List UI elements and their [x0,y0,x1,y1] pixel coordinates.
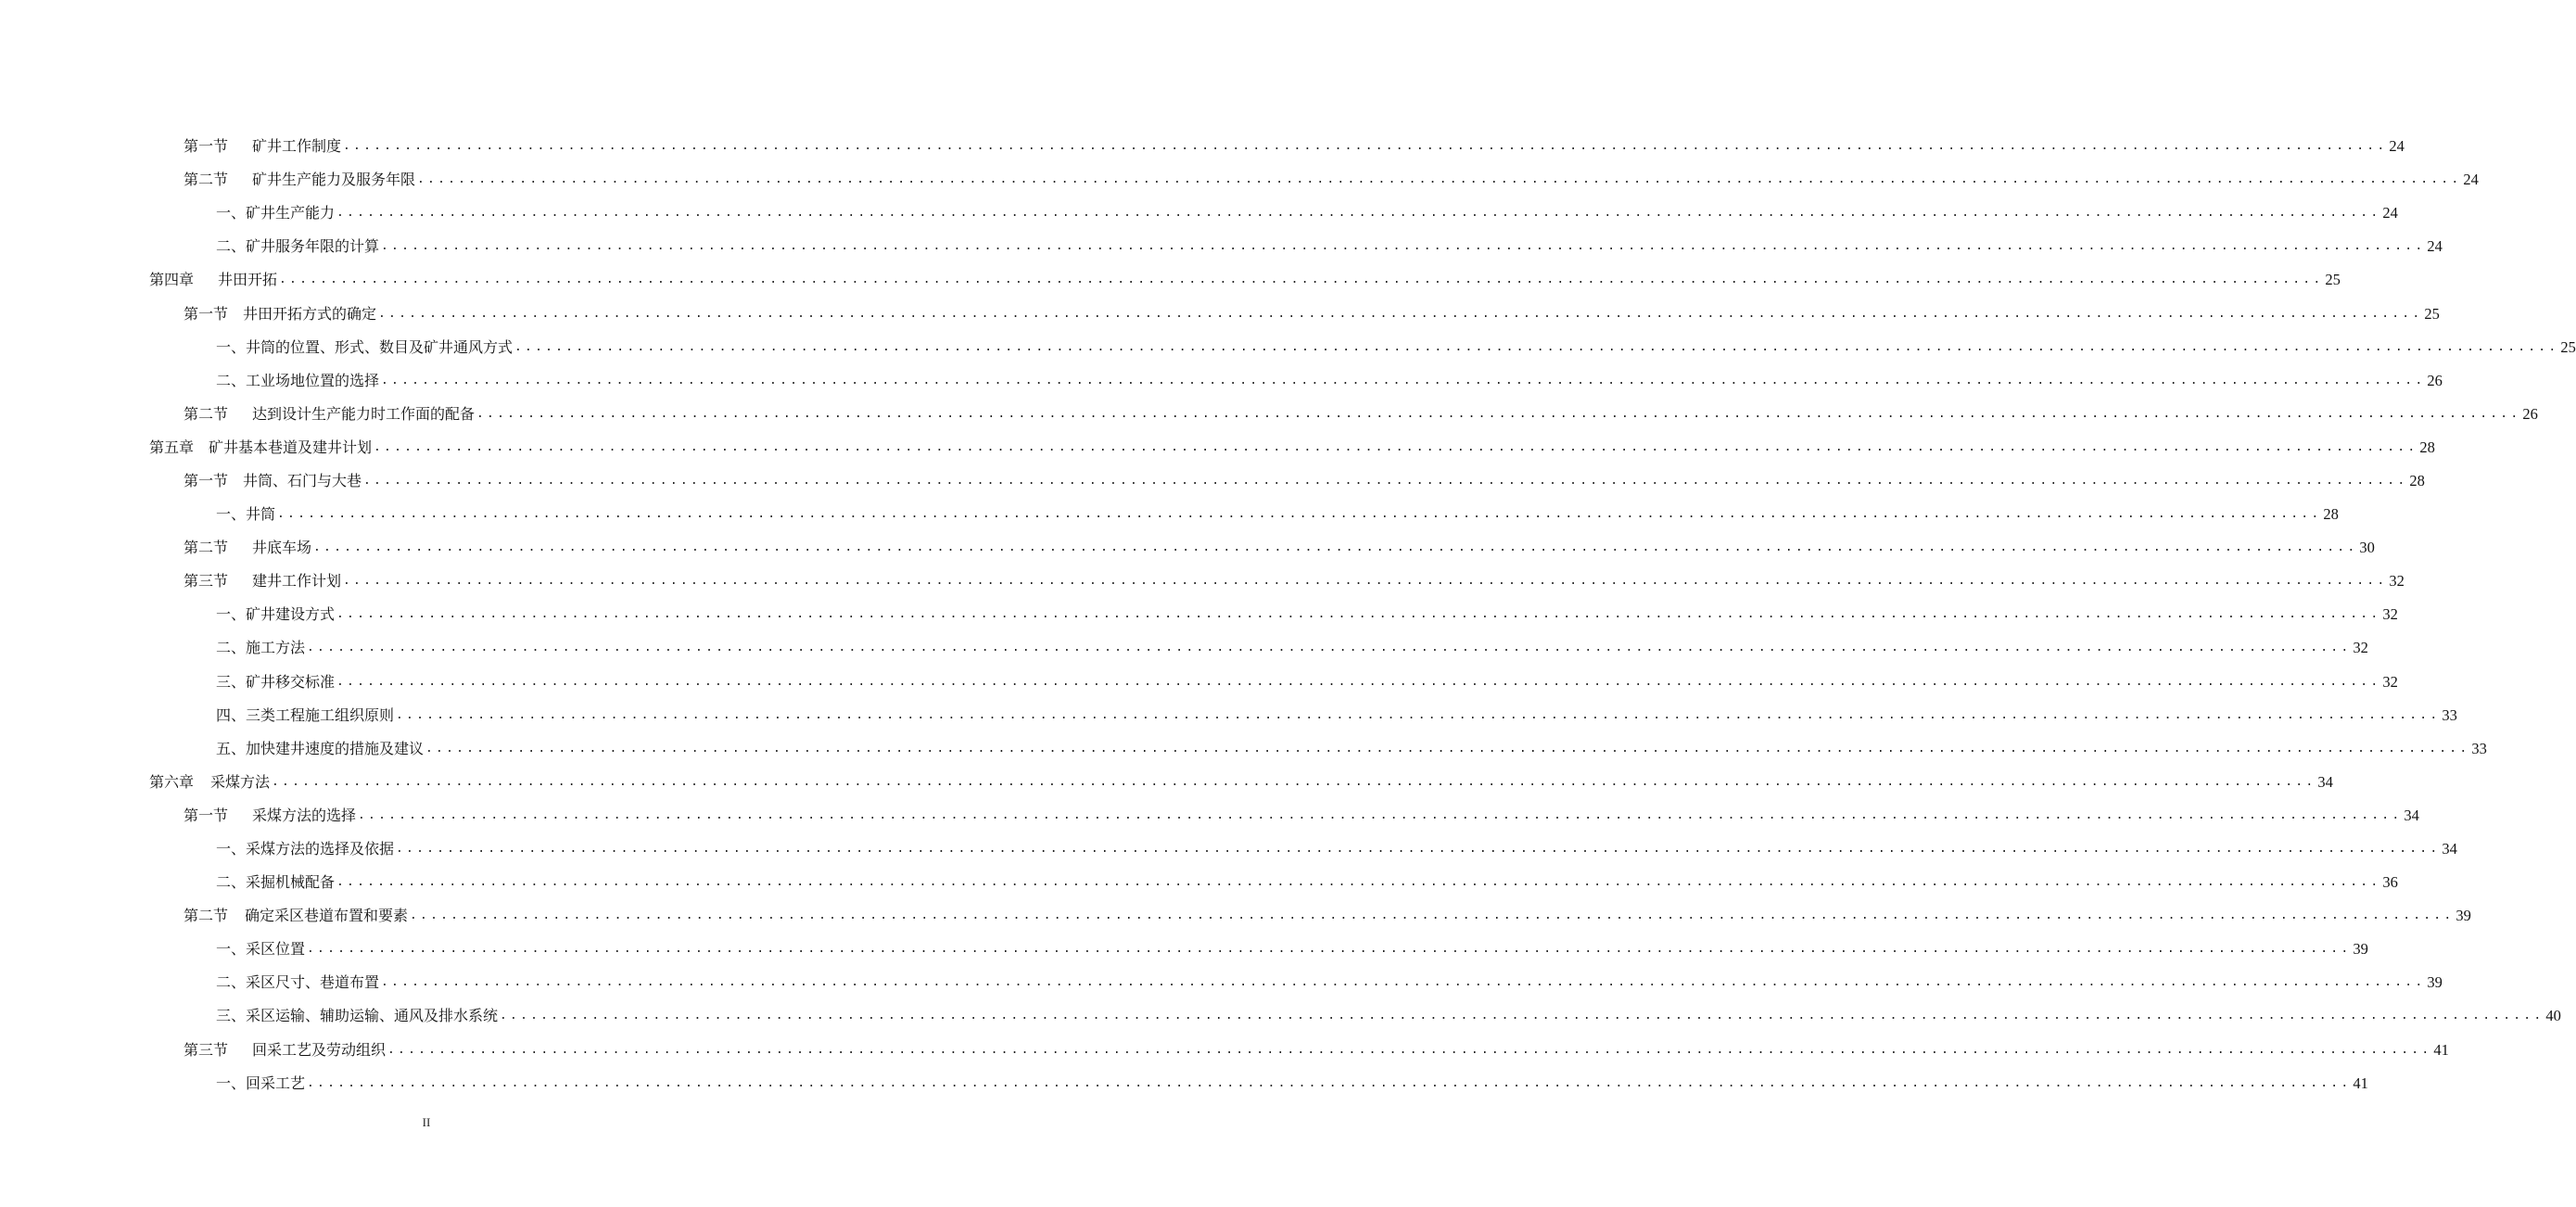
toc-entry-title: 采煤方法的选择及依据 [246,840,395,858]
toc-entry-title: 矿井生产能力及服务年限 [252,171,416,189]
toc-dot-leader: ........................................................................................................................................................................................................ [500,1009,2544,1023]
toc-entry[interactable] [0,531,2375,565]
toc-entry-title: 建井工作计划 [252,572,342,591]
toc-entry-number: 第三节 [184,1040,229,1059]
toc-dot-leader: ........................................................................................................................................................................................................ [336,607,2381,622]
toc-dot-leader: ........................................................................................................................................................................................................ [279,273,2324,287]
toc-entry[interactable] [0,766,2333,799]
toc-dot-leader: ........................................................................................................................................................................................................ [396,707,2441,722]
toc-entry-page: 32 [2353,639,2368,657]
toc-entry-page: 41 [2433,1040,2449,1059]
toc-entry-page: 28 [2409,471,2425,489]
toc-entry-number: 三、 [216,672,247,691]
toc-entry-title: 采区运输、辅助运输、通风及排水系统 [246,1007,499,1025]
toc-entry-page: 33 [2442,705,2457,724]
toc-dot-leader: ........................................................................................................................................................................................................ [336,674,2381,689]
toc-entry-number: 二、 [216,873,247,892]
toc-entry-number: 三、 [216,1007,247,1025]
toc-entry-title: 矿井工作制度 [252,137,342,156]
toc-dot-leader: ........................................................................................................................................................................................................ [374,439,2418,454]
toc-entry-title: 采区尺寸、巷道布置 [246,973,380,992]
toc-entry-number: 第一节 [184,304,229,323]
toc-dot-leader: ........................................................................................................................................................................................................ [307,641,2352,655]
toc-dot-leader: ........................................................................................................................................................................................................ [425,741,2470,756]
toc-entry[interactable] [0,1067,2368,1100]
toc-entry-page: 24 [2463,171,2479,189]
toc-entry-number: 第一节 [184,471,229,489]
toc-entry[interactable] [0,933,2368,966]
toc-entry[interactable] [0,431,2435,464]
toc-entry-number: 二、 [216,237,247,256]
toc-entry-page: 32 [2382,605,2398,624]
table-of-contents [0,130,2576,1100]
toc-entry-title: 工业场地位置的选择 [246,371,380,389]
toc-entry-page: 26 [2427,371,2443,389]
toc-dot-leader: ........................................................................................................................................................................................................ [277,507,2322,522]
toc-dot-leader: ........................................................................................................................................................................................................ [417,172,2462,187]
toc-entry-title: 矿井移交标准 [246,672,336,691]
page-number: II [422,1115,431,1129]
toc-entry-number: 一、 [216,204,247,222]
toc-entry-page: 39 [2353,940,2368,959]
toc-entry-page: 25 [2325,271,2341,289]
toc-entry-page: 26 [2522,404,2538,423]
toc-dot-leader: ........................................................................................................................................................................................................ [336,875,2381,890]
toc-entry[interactable] [0,263,2341,297]
toc-entry-title: 矿井生产能力 [246,204,336,222]
toc-entry-page: 32 [2382,672,2398,691]
toc-entry-page: 34 [2404,806,2419,824]
toc-entry-number: 一、 [216,337,247,356]
toc-entry-page: 25 [2424,304,2440,323]
toc-entry-title: 三类工程施工组织原则 [246,705,395,724]
toc-entry-title: 回采工艺及劳动组织 [252,1040,387,1059]
toc-dot-leader: ........................................................................................................................................................................................................ [410,908,2455,923]
toc-entry-page: 32 [2389,572,2405,591]
toc-entry-title: 回采工艺 [246,1074,306,1092]
toc-entry-number: 二、 [216,371,247,389]
toc-entry-title: 矿井基本巷道及建井计划 [209,438,373,456]
toc-dot-leader: ........................................................................................................................................................................................................ [272,774,2316,789]
toc-entry-title: 井筒、石门与大巷 [243,471,362,489]
toc-entry-title: 施工方法 [246,639,306,657]
toc-dot-leader: ........................................................................................................................................................................................................ [307,1075,2352,1090]
toc-entry-page: 41 [2353,1074,2368,1092]
toc-entry-number: 第六章 [149,772,195,791]
toc-entry-title: 井筒 [246,505,276,524]
toc-entry-title: 井田开拓方式的确定 [243,304,377,323]
toc-entry-page: 34 [2442,840,2457,858]
toc-entry[interactable] [0,464,2425,498]
toc-entry-number: 四、 [216,705,247,724]
toc-entry-page: 39 [2427,973,2443,992]
toc-entry[interactable] [0,163,2479,197]
toc-entry[interactable] [0,565,2405,598]
toc-dot-leader: ........................................................................................................................................................................................................ [514,339,2559,354]
toc-entry-number: 二、 [216,973,247,992]
toc-entry-number: 一、 [216,605,247,624]
toc-dot-leader: ........................................................................................................................................................................................................ [343,139,2388,154]
toc-dot-leader: ........................................................................................................................................................................................................ [313,540,2358,555]
toc-dot-leader: ........................................................................................................................................................................................................ [363,473,2408,488]
toc-entry-title: 加快建井速度的措施及建议 [246,739,425,757]
toc-dot-leader: ........................................................................................................................................................................................................ [336,206,2381,221]
toc-entry[interactable] [0,832,2457,866]
toc-entry-title: 采煤方法 [210,772,271,791]
toc-entry[interactable] [0,498,2339,531]
toc-entry[interactable] [0,966,2443,999]
toc-entry-title: 井底车场 [252,539,312,557]
toc-entry[interactable] [0,799,2419,832]
toc-entry[interactable] [0,1034,2449,1067]
toc-entry[interactable] [0,398,2538,431]
toc-entry-title: 采掘机械配备 [246,873,336,892]
toc-entry-title: 矿井建设方式 [246,605,336,624]
toc-dot-leader: ........................................................................................................................................................................................................ [343,574,2388,589]
toc-entry[interactable] [0,866,2398,899]
toc-entry[interactable] [0,899,2471,933]
toc-entry-number: 第四章 [149,271,195,289]
toc-entry[interactable] [0,699,2457,732]
toc-entry-number: 五、 [216,739,247,757]
toc-entry[interactable] [0,331,2576,364]
toc-entry-title: 确定采区巷道布置和要素 [245,907,409,925]
toc-entry[interactable] [0,297,2440,330]
toc-dot-leader: ........................................................................................................................................................................................................ [476,406,2521,421]
toc-entry-number: 第二节 [184,539,229,557]
toc-entry-title: 井筒的位置、形式、数目及矿井通风方式 [246,337,514,356]
toc-entry[interactable] [0,364,2443,398]
toc-entry-number: 二、 [216,639,247,657]
toc-entry-page: 24 [2389,137,2405,156]
toc-entry[interactable] [0,999,2561,1033]
toc-dot-leader: ........................................................................................................................................................................................................ [381,975,2426,990]
toc-dot-leader: ........................................................................................................................................................................................................ [396,842,2441,857]
toc-entry-number: 第三节 [184,572,229,591]
toc-entry[interactable] [0,130,2405,163]
toc-entry-number: 一、 [216,940,247,959]
toc-entry[interactable] [0,230,2443,263]
toc-entry-title: 井田开拓 [218,271,278,289]
toc-entry-page: 34 [2317,772,2333,791]
toc-entry-page: 39 [2455,907,2471,925]
toc-dot-leader: ........................................................................................................................................................................................................ [378,306,2423,321]
toc-entry-title: 采区位置 [246,940,306,959]
toc-entry-page: 33 [2471,739,2487,757]
toc-entry-number: 第一节 [184,137,229,156]
toc-entry-page: 40 [2545,1007,2561,1025]
toc-entry[interactable] [0,598,2398,631]
toc-entry-title: 采煤方法的选择 [252,806,357,824]
toc-entry[interactable] [0,197,2398,230]
toc-entry-page: 28 [2419,438,2435,456]
toc-entry[interactable] [0,666,2398,699]
toc-entry-number: 第二节 [184,907,229,925]
toc-entry-page: 36 [2382,873,2398,892]
toc-entry-number: 第一节 [184,806,229,824]
toc-entry[interactable] [0,631,2368,665]
toc-entry-page: 25 [2560,337,2576,356]
toc-dot-leader: ........................................................................................................................................................................................................ [381,373,2426,388]
toc-entry-title: 矿井服务年限的计算 [246,237,380,256]
toc-entry-number: 第五章 [149,438,195,456]
toc-entry-page: 28 [2323,505,2339,524]
toc-entry-number: 第二节 [184,171,229,189]
toc-dot-leader: ........................................................................................................................................................................................................ [358,807,2403,822]
toc-dot-leader: ........................................................................................................................................................................................................ [381,239,2426,254]
toc-entry-page: 30 [2359,539,2375,557]
toc-entry-number: 一、 [216,840,247,858]
toc-entry-number: 第二节 [184,404,229,423]
toc-dot-leader: ........................................................................................................................................................................................................ [307,942,2352,957]
toc-entry-page: 24 [2382,204,2398,222]
toc-dot-leader: ........................................................................................................................................................................................................ [387,1042,2432,1057]
toc-entry-number: 一、 [216,505,247,524]
toc-entry-page: 24 [2427,237,2443,256]
toc-entry[interactable] [0,732,2487,766]
toc-entry-number: 一、 [216,1074,247,1092]
toc-entry-title: 达到设计生产能力时工作面的配备 [252,404,476,423]
